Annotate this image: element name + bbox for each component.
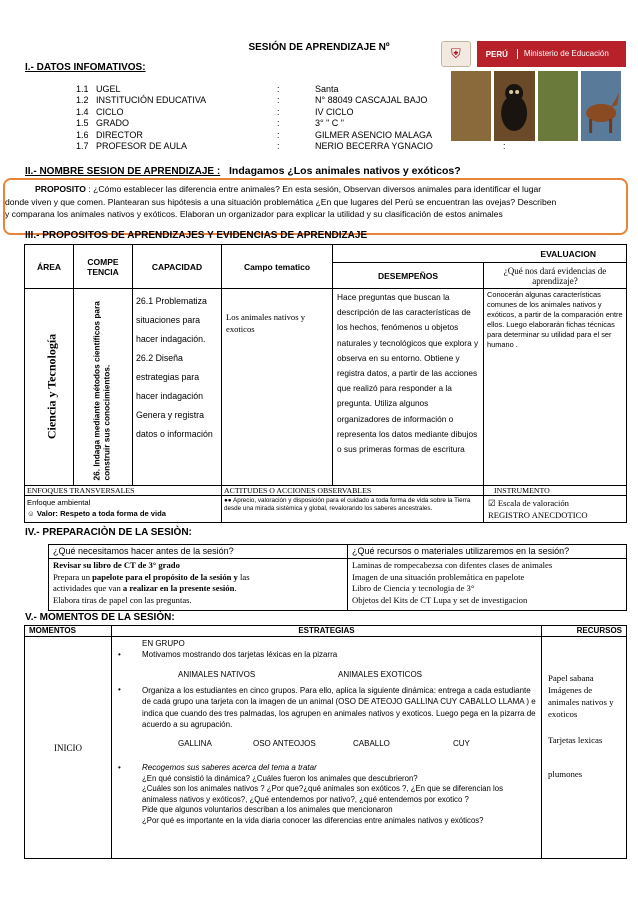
header-campo: Campo tematico — [222, 245, 333, 289]
prep-line-bold: papelote para el propósito de la sesión y — [92, 571, 238, 582]
preparacion-table — [48, 544, 627, 611]
header-estrategias: ESTRATEGIAS — [112, 626, 542, 637]
animal-label: OSO ANTEOJOS — [253, 738, 316, 748]
datos-num: 1.2 — [76, 95, 89, 106]
datos-colon: : — [277, 84, 280, 94]
bullet-icon: • — [118, 684, 121, 694]
header-competencia: COMPE TENCIA — [74, 245, 133, 289]
propositos-table — [24, 244, 627, 523]
datos-num: 1.6 — [76, 129, 89, 140]
recurso: Imágenes de animales nativos y exoticos — [548, 685, 614, 719]
datos-key: PROFESOR DE AULA — [96, 141, 188, 152]
prep-line — [53, 583, 343, 595]
section-datos-title — [25, 62, 146, 73]
campo-cell: Los animales nativos y exoticos — [222, 289, 333, 486]
recurso: Tarjetas lexicas — [548, 735, 603, 745]
estrategia-bullet: Recogemos sus saberes acerca del tema a tratar — [142, 763, 317, 772]
datos-value: 3° " C " — [315, 118, 344, 129]
section-propositos: III.- PROPOSITOS DE APRENDIZAJES Y EVIDENCIAS DE APRENDIZAJE — [25, 230, 368, 241]
prep-line-part: las — [237, 571, 250, 582]
prep-recurso: Objetos del Kits de CT Lupa y set de investigacion — [352, 594, 528, 605]
prep-line: Revisar su libro de CT de 3° grado — [53, 560, 180, 570]
datos-colon: : — [277, 129, 280, 140]
instrumento-1: ☑ Escala de valoración — [488, 498, 569, 508]
instrumento-cell — [484, 496, 627, 523]
datos-colon: : — [277, 118, 280, 129]
header-evidencias: ¿Qué nos dará evidencias de aprendizaje? — [484, 263, 627, 289]
animal-label: GALLINA — [178, 738, 212, 748]
recursos-cell — [542, 637, 627, 859]
datos-colon: : — [277, 95, 280, 106]
datos-key: CICLO — [96, 106, 124, 117]
animal-label: CABALLO — [353, 738, 390, 748]
prep-line — [53, 572, 343, 584]
datos-colon: : — [277, 141, 280, 152]
prep-recursos-cell — [348, 559, 627, 611]
prep-line-bold: a realizar en la presente sesión — [122, 583, 235, 593]
photo-text-card — [538, 71, 578, 141]
animal-photos — [451, 71, 621, 141]
page-title: SESIÓN DE APRENDIZAJE Nº — [248, 42, 390, 53]
header-evaluacion: EVALUACION — [333, 245, 627, 263]
datos-num: 1.7 — [76, 141, 89, 152]
photo-text-card — [451, 71, 491, 141]
enfoque-label: Enfoque ambiental — [27, 498, 91, 507]
logo-ministerio: Ministerio de Educación — [517, 49, 609, 59]
section-nombre — [25, 165, 461, 177]
prep-hacer-cell — [49, 559, 348, 611]
datos-informativos — [76, 84, 506, 152]
header-recursos: RECURSOS — [542, 626, 627, 637]
estrategia-grupo: EN GRUPO — [142, 639, 185, 648]
header-desempenos: DESEMPEÑOS — [333, 263, 484, 289]
header-instrumento: INSTRUMENTO — [484, 486, 627, 496]
datos-value: Santa — [315, 84, 339, 94]
momentos-table — [24, 625, 627, 859]
proposito-box — [3, 178, 628, 235]
logo-peru: PERÚ — [485, 49, 508, 59]
enfoque-cell — [25, 496, 222, 523]
section-datos-label: I.- DATOS INFOMATIVOS: — [25, 62, 146, 73]
pregunta: ¿Por qué es importante en la vida diaria conocer las diferencias entre animales nativos y exóticos? — [142, 815, 484, 825]
datos-row — [76, 107, 506, 118]
header-area: ÁREA — [25, 245, 74, 289]
datos-key: GRADO — [96, 118, 130, 129]
datos-value: GILMER ASENCIO MALAGA — [315, 129, 433, 140]
ministry-banner — [477, 41, 626, 67]
header-enfoques: ENFOQUES TRANSVERSALES — [25, 486, 222, 496]
datos-num: 1.1 — [76, 84, 89, 94]
evidencia-cell: Conocerán algunas características comunes de los animales nativos y exóticos, a partir de la comparación entre ellos. Luego elaborarán fichas técnicas para determinar su utilidad para el ser humano . — [484, 289, 627, 486]
proposito-line: : ¿Cómo establecer las diferencia entre animales? En esta sesión, Observan diversos animales para identificar el lugar — [85, 184, 542, 194]
capacidad-cell — [133, 289, 222, 486]
header-actitudes: ACTITUDES O ACCIONES OBSERVABLES — [222, 486, 484, 496]
datos-row — [76, 95, 506, 106]
datos-row — [76, 141, 506, 152]
datos-value: N° 88049 CASCAJAL BAJO — [315, 95, 428, 106]
estrategia-bullet: Organiza a los estudiantes en cinco grupos. Para ello, aplica la siguiente dinámica: entrega a cada estudiante de cada grupo una tarjeta con la imagen de un animal (OSO DE ATEOJO GALLINA CUY CABALLO LLAMA ) e indica que cuando des tres palmadas, los agrupen en animales nativos y exoticos. Luego pega en la pizarra de acuerdo a su agrupación. — [142, 685, 536, 729]
datos-row — [76, 130, 506, 141]
datos-extra-colon: : — [503, 141, 506, 152]
recurso: Papel sabana — [548, 673, 594, 683]
tarjeta-nativos: ANIMALES NATIVOS — [178, 670, 256, 679]
estrategia-bullet: Motivamos mostrando dos tarjetas léxicas en la pizarra — [142, 649, 338, 659]
competencia-value: 26. Indaga mediante métodos científicos para construir sus conocimientos. — [91, 301, 112, 481]
section-nombre-label: II.- NOMBRE SESION DE APRENDIZAJE : — [25, 166, 221, 177]
animal-label: CUY — [453, 738, 470, 748]
ministry-logo — [441, 41, 626, 67]
datos-value: NERIO BECERRA YGNACIO — [315, 141, 433, 152]
proposito-label: PROPOSITO — [35, 184, 86, 194]
datos-colon: : — [277, 106, 280, 117]
header-capacidad: CAPACIDAD — [133, 245, 222, 289]
area-cell — [25, 289, 74, 486]
bullet-icon: • — [118, 763, 121, 772]
prep-recurso: Libro de Ciencia y tecnologia de 3° — [352, 583, 475, 593]
pregunta: ¿Cuáles son los animales nativos ? ¿Por que?¿qué animales son exóticos ?, ¿En que se diferencian los — [142, 784, 504, 793]
tarjeta-exoticos: ANIMALES EXOTICOS — [338, 670, 423, 679]
momento-inicio: INICIO — [25, 637, 112, 859]
session-name: Indagamos ¿Los animales nativos y exóticos? — [229, 165, 461, 177]
prep-line: Elabora tiras de papel con las preguntas. — [53, 594, 192, 605]
prep-header-hacer: ¿Qué necesitamos hacer antes de la sesión? — [49, 545, 348, 559]
datos-row — [76, 118, 506, 129]
pregunta: Pide que algunos voluntarios describan a los animales que mencionaron — [142, 805, 393, 814]
actitud-cell: ●● Aprecio, valoración y disposición para el cuidado a toda forma de vida sobre la Tierra desde una mirada sistémica y global, revalorando los saberes ancestrales. — [222, 496, 484, 523]
datos-num: 1.5 — [76, 118, 89, 129]
prep-recurso: Laminas de rompecabezsa con difentes clases de animales — [352, 560, 553, 570]
pregunta: animaless nativos y exóticos?, ¿Qué entendemos por nativo?, ¿qué entendemos por exotico ? — [142, 794, 469, 804]
proposito-line: y comparana los animales nativos y exóticos. Elaboran un organizador para explicar la utilidad y su clasificación de estos animales — [5, 209, 503, 219]
datos-key: DIRECTOR — [96, 129, 143, 140]
shield-icon: ⛨ — [441, 41, 471, 67]
recurso: plumones — [548, 769, 583, 779]
desempeno-cell: Hace preguntas que buscan la descripción de las características de los hechos, fenómenos u objetos naturales y tecnológicos que explora y observa en su entorno. Obtiene y registra datos, a partir de las acciones que realizó para responder a la pregunta. Utiliza algunos organizadores de información o representa los datos mediante dibujos o sus primeras formas de escritura — [333, 289, 484, 486]
valor-text: ☺ Valor: Respeto a toda forma de vida — [27, 509, 166, 518]
area-value: Ciencia y Tecnología — [44, 333, 59, 440]
pregunta: ¿En qué consistió la dinámica? ¿Cuáles fueron los animales que descubrieron? — [142, 773, 418, 783]
datos-value: IV CICLO — [315, 106, 354, 117]
capacidad-2: 26.2 Diseña estrategias para hacer indagación Genera y registra datos o información — [136, 353, 213, 439]
section-preparacion: IV.- PREPARACIÒN DE LA SESIÒN: — [25, 527, 192, 538]
section-momentos: V.- MOMENTOS DE LA SESIÒN: — [25, 612, 175, 623]
datos-num: 1.4 — [76, 106, 89, 117]
proposito-line: donde viven y que comen. Plantearan sus hipótesis a una situación problemática ¿En que lugares del Perú se encuentran las ovejas? Describen — [5, 196, 557, 207]
prep-header-recursos: ¿Qué recursos o materiales utilizaremos en la sesión? — [348, 545, 627, 559]
photo-bear — [494, 71, 534, 141]
prep-line-part: actividades que van — [53, 583, 123, 593]
header-momentos: MOMENTOS — [25, 626, 112, 637]
prep-recurso: Imagen de una situación problemática en papelote — [352, 571, 525, 582]
prep-line-part: Prepara un — [53, 571, 93, 582]
datos-row — [76, 84, 506, 95]
estrategias-cell — [112, 637, 542, 859]
datos-key: UGEL — [96, 84, 121, 94]
instrumento-2: REGISTRO ANECDOTICO — [488, 510, 588, 520]
datos-key: INSTITUCIÓN EDUCATIVA — [96, 95, 207, 106]
bullet-icon: • — [118, 649, 121, 659]
capacidad-1: 26.1 Problematiza situaciones para hacer indagación. — [136, 296, 207, 344]
prep-line-part: . — [234, 583, 237, 593]
photo-horse — [581, 71, 621, 141]
competencia-cell — [74, 289, 133, 486]
